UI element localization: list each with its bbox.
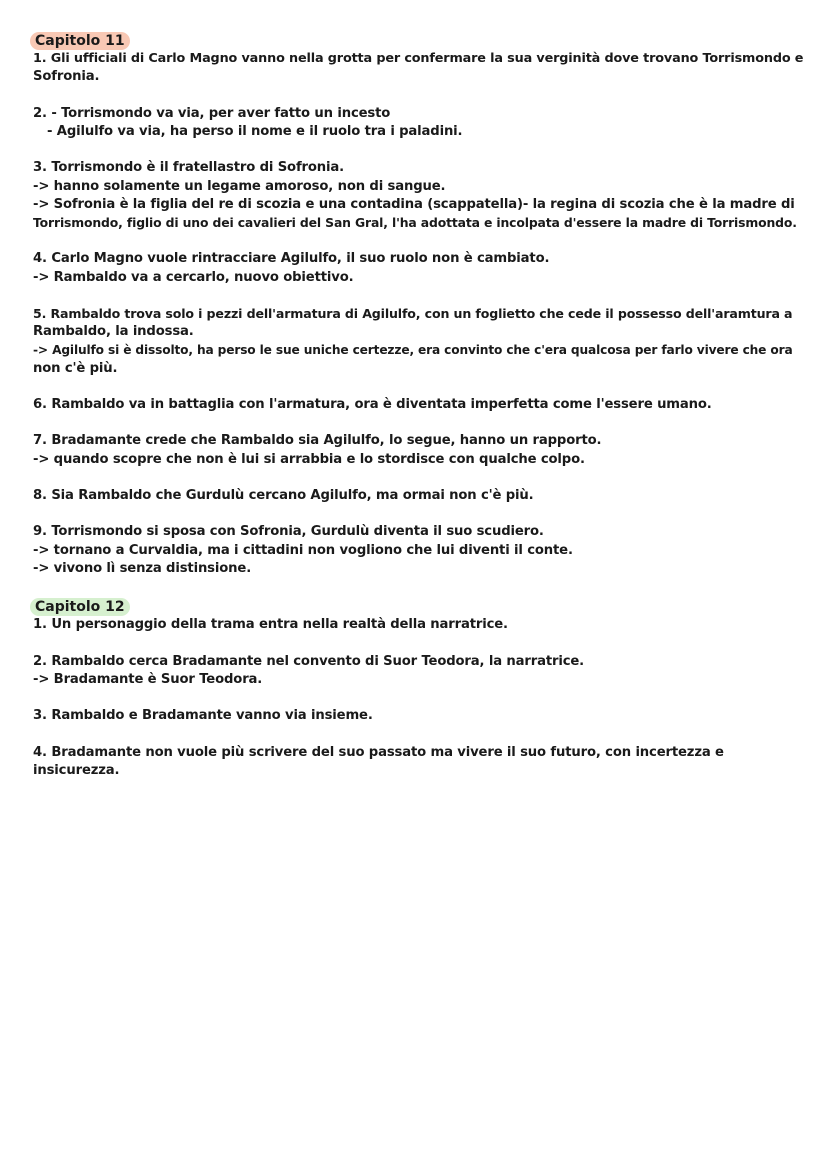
paragraph-gap xyxy=(33,635,803,653)
note-line: 2. - Torrismondo va via, per aver fatto un incesto xyxy=(33,105,391,121)
note-line: 5. Rambaldo trova solo i pezzi dell'armatura di Agilulfo, con un foglietto che cede il possesso dell'aramtura a xyxy=(33,305,793,321)
notes-page xyxy=(33,30,803,780)
chapter-12-notes xyxy=(33,616,803,780)
paragraph-gap xyxy=(33,141,803,159)
paragraph-gap xyxy=(33,287,803,305)
paragraph-gap xyxy=(33,469,803,487)
note-line: 1. Un personaggio della trama entra nella realtà della narratrice. xyxy=(33,617,508,633)
note-line: 4. Carlo Magno vuole rintracciare Agilulfo, il suo ruolo non è cambiato. xyxy=(33,251,550,267)
note-line: 7. Bradamante crede che Rambaldo sia Agilulfo, lo segue, hanno un rapporto. xyxy=(33,433,602,449)
note-line: -> Sofronia è la figlia del re di scozia e una contadina (scappatella)- la regina di scozia che è la madre di xyxy=(33,196,795,212)
note-line: insicurezza. xyxy=(33,762,120,778)
note-line: 1. Gli ufficiali di Carlo Magno vanno nella grotta per confermare la sua verginità dove trovano Torrismondo e xyxy=(33,51,804,67)
paragraph-gap xyxy=(33,414,803,432)
chapter-12-section xyxy=(33,596,803,780)
paragraph-gap xyxy=(33,378,803,396)
note-line: 3. Torrismondo è il fratellastro di Sofronia. xyxy=(33,160,345,176)
note-line: 3. Rambaldo e Bradamante vanno via insieme. xyxy=(33,708,373,724)
note-line: 4. Bradamante non vuole più scrivere del suo passato ma vivere il suo futuro, con incertezza e xyxy=(33,744,724,760)
paragraph-gap xyxy=(33,505,803,523)
chapter-11-notes xyxy=(33,50,803,578)
note-line: -> Agilulfo si è dissolto, ha perso le sue uniche certezze, era convinto che c'era qualcosa per farlo vivere che ora xyxy=(33,343,793,358)
chapter-11-title: Capitolo 11 xyxy=(30,32,130,50)
note-line: -> Rambaldo va a cercarlo, nuovo obiettivo. xyxy=(33,269,354,285)
note-line: -> tornano a Curvaldia, ma i cittadini non vogliono che lui diventi il conte. xyxy=(33,542,573,558)
paragraph-gap xyxy=(33,689,803,707)
note-line: 2. Rambaldo cerca Bradamante nel convento di Suor Teodora, la narratrice. xyxy=(33,653,585,669)
note-line: 8. Sia Rambaldo che Gurdulù cercano Agilulfo, ma ormai non c'è più. xyxy=(33,487,534,503)
note-line: -> Bradamante è Suor Teodora. xyxy=(33,671,263,687)
section-spacer xyxy=(33,578,803,596)
chapter-11-section xyxy=(33,30,803,578)
paragraph-gap xyxy=(33,87,803,105)
note-line: non c'è più. xyxy=(33,360,118,376)
note-line: 9. Torrismondo si sposa con Sofronia, Gurdulù diventa il suo scudiero. xyxy=(33,524,544,540)
note-line: Torrismondo, figlio di uno dei cavalieri del San Gral, l'ha adottata e incolpata d'essere la madre di Torrismondo. xyxy=(33,215,797,230)
paragraph-gap xyxy=(33,726,803,744)
note-line: Sofronia. xyxy=(33,69,100,85)
chapter-12-title: Capitolo 12 xyxy=(30,598,130,616)
note-line: Rambaldo, la indossa. xyxy=(33,324,194,340)
paragraph-gap xyxy=(33,232,803,250)
note-line: 6. Rambaldo va in battaglia con l'armatura, ora è diventata imperfetta come l'essere umano. xyxy=(33,396,712,412)
note-line: -> hanno solamente un legame amoroso, non di sangue. xyxy=(33,178,446,194)
note-line: -> vivono lì senza distinsione. xyxy=(33,560,252,576)
note-line: - Agilulfo va via, ha perso il nome e il ruolo tra i paladini. xyxy=(47,124,463,139)
note-line: -> quando scopre che non è lui si arrabbia e lo stordisce con qualche colpo. xyxy=(33,451,585,467)
